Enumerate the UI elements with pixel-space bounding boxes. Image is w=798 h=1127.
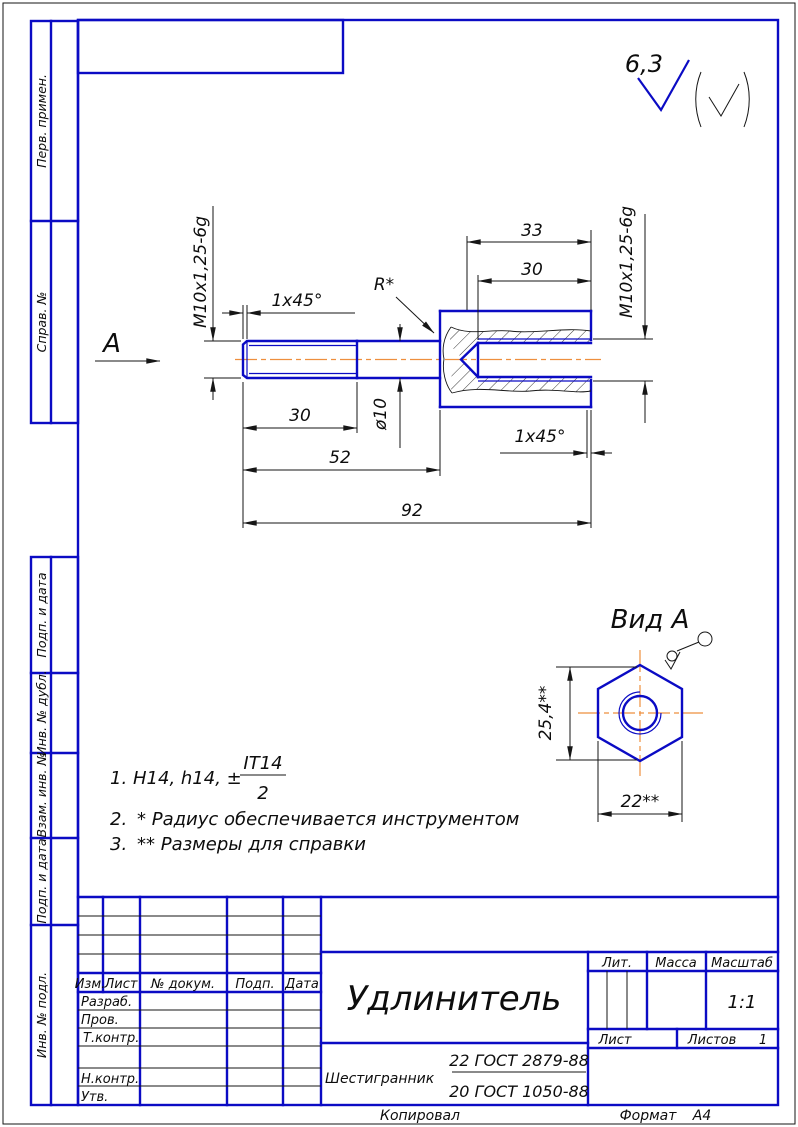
dim-thread-left-text: M10x1,25-6g [191, 216, 211, 328]
note3-text: ** Размеры для справки [137, 834, 366, 855]
dim-chamfer-left [222, 291, 355, 339]
dim-chamfer-right-text: 1x45° [514, 427, 566, 447]
dim-33-text: 33 [521, 221, 543, 241]
tb-header-izm: Изм. [74, 977, 106, 992]
dim-30-bottom-text: 30 [289, 406, 311, 426]
top-designation-box [78, 20, 343, 73]
view-direction-arrow [95, 329, 160, 361]
material-denominator: 20 ГОСТ 1050-88 [449, 1082, 589, 1101]
tb-header-doc: № докум. [150, 977, 216, 992]
dim-52-text: 52 [329, 448, 351, 468]
paren-left [696, 72, 701, 127]
sidebar-label-sprav-no: Справ. № [34, 291, 49, 353]
note1-frac-den: 2 [257, 783, 269, 804]
tb-header-data: Дата [285, 977, 319, 992]
sidebar-label-podp-data-2: Подп. и дата [34, 838, 49, 924]
sidebar-label-perv-primen: Перв. примен. [34, 74, 49, 168]
sidebar-label-podp-data-1: Подп. и дата [34, 572, 49, 658]
main-view [235, 311, 601, 407]
material-name: Шестигранник [325, 1071, 435, 1087]
sidebar-upper-box [31, 21, 78, 423]
roughness-value: 6,3 [624, 50, 664, 78]
notes [110, 753, 519, 855]
note3-index: 3. [110, 834, 128, 855]
view-a-title: Вид А [610, 605, 690, 635]
hex-surface-mark [665, 632, 712, 669]
dim-30-top-text: 30 [521, 260, 543, 280]
footer-format-value: А4 [692, 1108, 712, 1124]
tb-row-prov: Пров. [81, 1013, 119, 1028]
tb-lit-label: Лит. [602, 956, 632, 971]
sidebar-lower-box [31, 557, 78, 1105]
footer [380, 1108, 711, 1124]
dim-thread-right [593, 206, 653, 423]
footer-copied: Копировал [380, 1108, 460, 1124]
drawing-frame [78, 20, 778, 1105]
sidebar-label-inv-dubl: Инв. № дубл. [34, 670, 49, 756]
dim-22 [598, 741, 682, 822]
dim-thread-right-text: M10x1,25-6g [617, 206, 637, 318]
material-numerator: 22 ГОСТ 2879-88 [449, 1051, 589, 1070]
title-block [75, 897, 778, 1105]
dim-52 [243, 410, 440, 476]
tb-scale-value: 1:1 [727, 992, 757, 1013]
tb-row-utv: Утв. [81, 1090, 109, 1105]
view-a [536, 605, 712, 822]
tb-header-podp: Подп. [235, 977, 275, 992]
dim-22-text: 22** [620, 792, 660, 812]
dim-thread-left [191, 206, 241, 400]
view-arrow-label: А [103, 329, 121, 359]
tb-row-razrab: Разраб. [81, 995, 133, 1010]
dim-radius-text: R* [373, 275, 395, 295]
dim-chamfer-left-text: 1x45° [271, 291, 323, 311]
sidebar-label-inv-podl: Инв. № подл. [34, 971, 49, 1059]
dim-radius-ref [374, 275, 434, 333]
dim-chamfer-right [500, 410, 612, 458]
paren-right [744, 72, 749, 127]
tb-row-nkontr: Н.контр. [81, 1072, 140, 1087]
tb-row-tkontr: Т.контр. [83, 1031, 140, 1046]
tb-sheets-value: 1 [758, 1033, 768, 1048]
dim-92-text: 92 [401, 501, 423, 521]
tb-sheet-label: Лист [598, 1033, 632, 1048]
note1-text: H14, h14, ± [133, 768, 242, 789]
tb-scale-label: Масштаб [711, 956, 773, 971]
footer-format-label: Формат [619, 1108, 677, 1124]
dim-25-4-text: 25,4** [536, 685, 556, 741]
roughness-bracket-check-icon [709, 84, 739, 116]
dim-dia-10-text: ø10 [371, 397, 391, 431]
note2-text: * Радиус обеспечивается инструментом [137, 809, 520, 830]
dim-30-top [478, 260, 591, 340]
note1-index: 1. [110, 768, 128, 789]
note1-frac-num: IT14 [243, 753, 283, 774]
dim-dia-10 [371, 324, 400, 448]
tb-mass-label: Масса [655, 956, 697, 971]
part-title: Удлинитель [346, 979, 562, 1019]
sidebar-label-vzam-inv: Взам. инв. № [34, 752, 49, 838]
note2-index: 2. [110, 809, 128, 830]
tb-header-list: Лист [104, 977, 138, 992]
surface-roughness-general [625, 50, 749, 127]
tb-sheets-label: Листов [687, 1033, 737, 1048]
